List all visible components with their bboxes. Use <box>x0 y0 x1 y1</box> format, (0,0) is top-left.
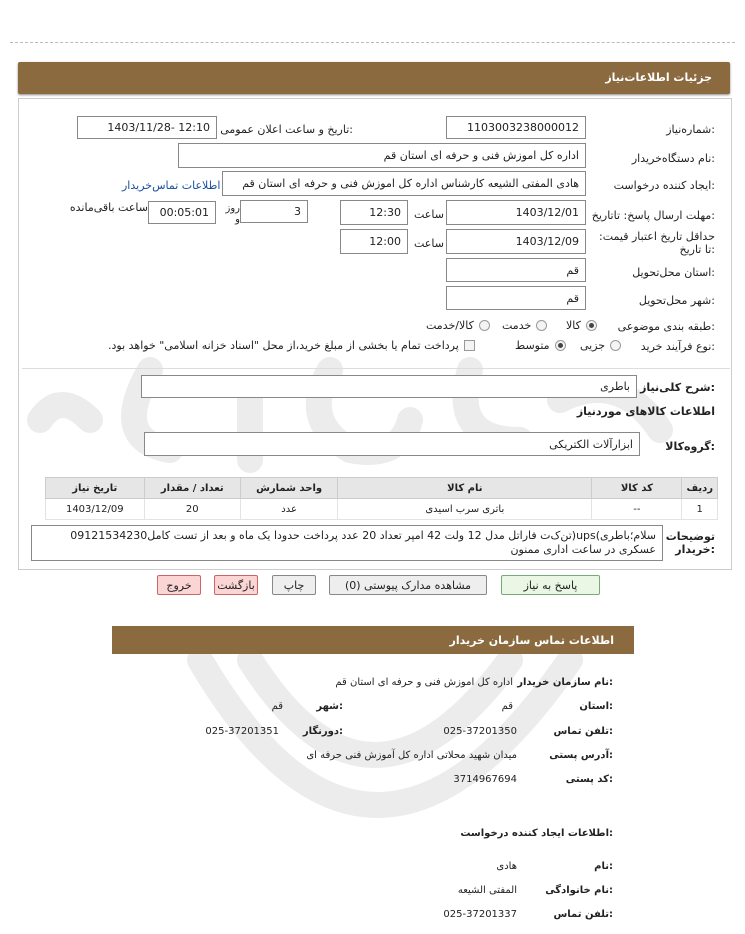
contact-postal-value: 3714967694 <box>453 774 517 785</box>
creator-phone-label: تلفن تماس: <box>553 909 613 920</box>
checkbox-icon <box>464 340 475 351</box>
reply-button[interactable]: پاسخ به نیاز <box>501 575 600 595</box>
contact-org-label: نام سازمان خریدار: <box>517 677 613 688</box>
details-header <box>18 62 730 94</box>
validity-date-field: 1403/12/09 <box>446 229 586 254</box>
col-date: تاریخ نیاز <box>46 478 145 499</box>
deadline-time-field: 12:30 <box>340 200 408 225</box>
province-field: قم <box>446 258 586 282</box>
remaining-label: ساعت باقی‌مانده <box>69 201 148 214</box>
items-table <box>45 477 718 520</box>
treasury-payment-checkbox[interactable]: پرداخت تمام یا بخشی از مبلغ خرید،از محل "اسناد خزانه اسلامی" خواهد بود. <box>108 339 475 352</box>
remaining-field: 00:05:01 <box>148 201 216 224</box>
creator-info-title: اطلاعات ایجاد کننده درخواست: <box>460 828 613 839</box>
section-divider <box>22 368 730 369</box>
col-qty: تعداد / مقدار <box>144 478 240 499</box>
radio-icon <box>555 340 566 351</box>
contact-city-value: قم <box>271 701 283 712</box>
validity-label: حداقل تاریخ اعتبار قیمت: تا تاریخ: <box>599 230 715 256</box>
cell-name: باتری سرب اسیدی <box>338 499 592 520</box>
contact-org-value: اداره کل اموزش فنی و حرفه ای استان قم <box>335 677 513 688</box>
contact-fax-label: دورنگار: <box>302 726 343 737</box>
creator-family-label: نام خانوادگی: <box>545 885 613 896</box>
buyer-org-field: اداره کل اموزش فنی و حرفه ای استان قم <box>178 143 586 168</box>
category-option-both[interactable]: کالا/خدمت <box>426 319 490 332</box>
notes-label: توضیحات خریدار: <box>665 530 715 556</box>
items-title: اطلاعات کالاهای موردنیاز <box>576 405 715 418</box>
radio-icon <box>610 340 621 351</box>
deadline-label: مهلت ارسال پاسخ: تاتاریخ: <box>591 209 715 222</box>
buyer-org-label: نام دستگاه‌خریدار: <box>631 152 715 165</box>
top-divider <box>10 42 735 43</box>
announce-field: 1403/11/28- 12:10 <box>77 116 217 139</box>
process-label: نوع فرآیند خرید: <box>640 340 715 353</box>
creator-family-value: المفتی الشیعه <box>457 885 517 896</box>
creator-phone-value: 025-37201337 <box>443 909 517 920</box>
category-label: طبقه بندی موضوعی: <box>617 320 715 333</box>
deadline-date-field: 1403/12/01 <box>446 200 586 225</box>
contact-address-label: آدرس پستی: <box>549 750 613 761</box>
buyer-contact-link[interactable]: اطلاعات تماس‌خریدار <box>122 179 221 192</box>
group-label: گروه‌کالا: <box>665 440 715 453</box>
creator-label: ایجاد کننده درخواست: <box>613 179 715 192</box>
creator-name-label: نام: <box>594 861 613 872</box>
cell-row: 1 <box>682 499 718 520</box>
contact-address-value: میدان شهید محلاتی اداره کل آموزش فنی حرفه ای <box>306 750 517 761</box>
summary-label: شرح کلی‌نیاز: <box>640 381 715 394</box>
days-field: 3 <box>240 200 308 223</box>
cell-code: -- <box>592 499 682 520</box>
contact-phone-label: تلفن تماس: <box>553 726 613 737</box>
creator-field: هادی المفتی الشیعه کارشناس اداره کل اموزش فنی و حرفه ای استان قم <box>222 171 586 196</box>
contact-province-label: استان: <box>579 701 613 712</box>
days-label: روز و <box>225 203 240 225</box>
col-name: نام کالا <box>338 478 592 499</box>
announce-label: تاریخ و ساعت اعلان عمومی: <box>220 123 353 136</box>
radio-icon <box>479 320 490 331</box>
contact-phone-value: 025-37201350 <box>443 726 517 737</box>
deadline-time-label: ساعت <box>414 208 444 221</box>
need-number-label: شماره‌نیاز: <box>666 123 715 136</box>
contact-province-value: قم <box>501 701 513 712</box>
cell-qty: 20 <box>144 499 240 520</box>
creator-name-value: هادی <box>496 861 517 872</box>
radio-icon <box>536 320 547 331</box>
category-option-goods[interactable]: کالا <box>566 319 597 332</box>
city-field: قم <box>446 286 586 310</box>
col-unit: واحد شمارش <box>240 478 337 499</box>
process-option-medium[interactable]: متوسط <box>515 339 566 352</box>
notes-field: سلام؛باطری)ups(تن‌ک‌ت فاراتل مدل 12 ولت 42 امپر تعداد 20 عدد پرداخت حدودا یک ماه و بعد از تست کامل09121534230 عسکری در ساعت اداری ممنون <box>31 525 663 561</box>
back-button[interactable]: بازگشت <box>214 575 258 595</box>
exit-button[interactable]: خروج <box>157 575 201 595</box>
category-option-service[interactable]: خدمت <box>502 319 547 332</box>
group-field: ابزارآلات الکتریکی <box>144 432 640 456</box>
details-title: جزئیات اطلاعات‌نیاز <box>605 71 712 84</box>
contact-city-label: شهر: <box>316 701 343 712</box>
contact-title: اطلاعات تماس سازمان خریدار <box>449 634 614 647</box>
contact-header <box>112 626 634 654</box>
province-label: استان محل‌تحویل: <box>632 266 715 279</box>
col-code: کد کالا <box>592 478 682 499</box>
attachments-button[interactable]: مشاهده مدارک پیوستی (0) <box>329 575 487 595</box>
radio-icon <box>586 320 597 331</box>
cell-unit: عدد <box>240 499 337 520</box>
table-row <box>46 499 718 520</box>
cell-date: 1403/12/09 <box>46 499 145 520</box>
contact-fax-value: 025-37201351 <box>205 726 279 737</box>
summary-field: باطری <box>141 375 637 398</box>
validity-time-field: 12:00 <box>340 229 408 254</box>
validity-time-label: ساعت <box>414 237 444 250</box>
print-button[interactable]: چاپ <box>272 575 316 595</box>
contact-postal-label: کد پستی: <box>565 774 613 785</box>
city-label: شهر محل‌تحویل: <box>638 294 715 307</box>
table-header-row <box>46 478 718 499</box>
process-option-partial[interactable]: جزیی <box>580 339 621 352</box>
need-number-field: 1103003238000012 <box>446 116 586 139</box>
col-row: ردیف <box>682 478 718 499</box>
